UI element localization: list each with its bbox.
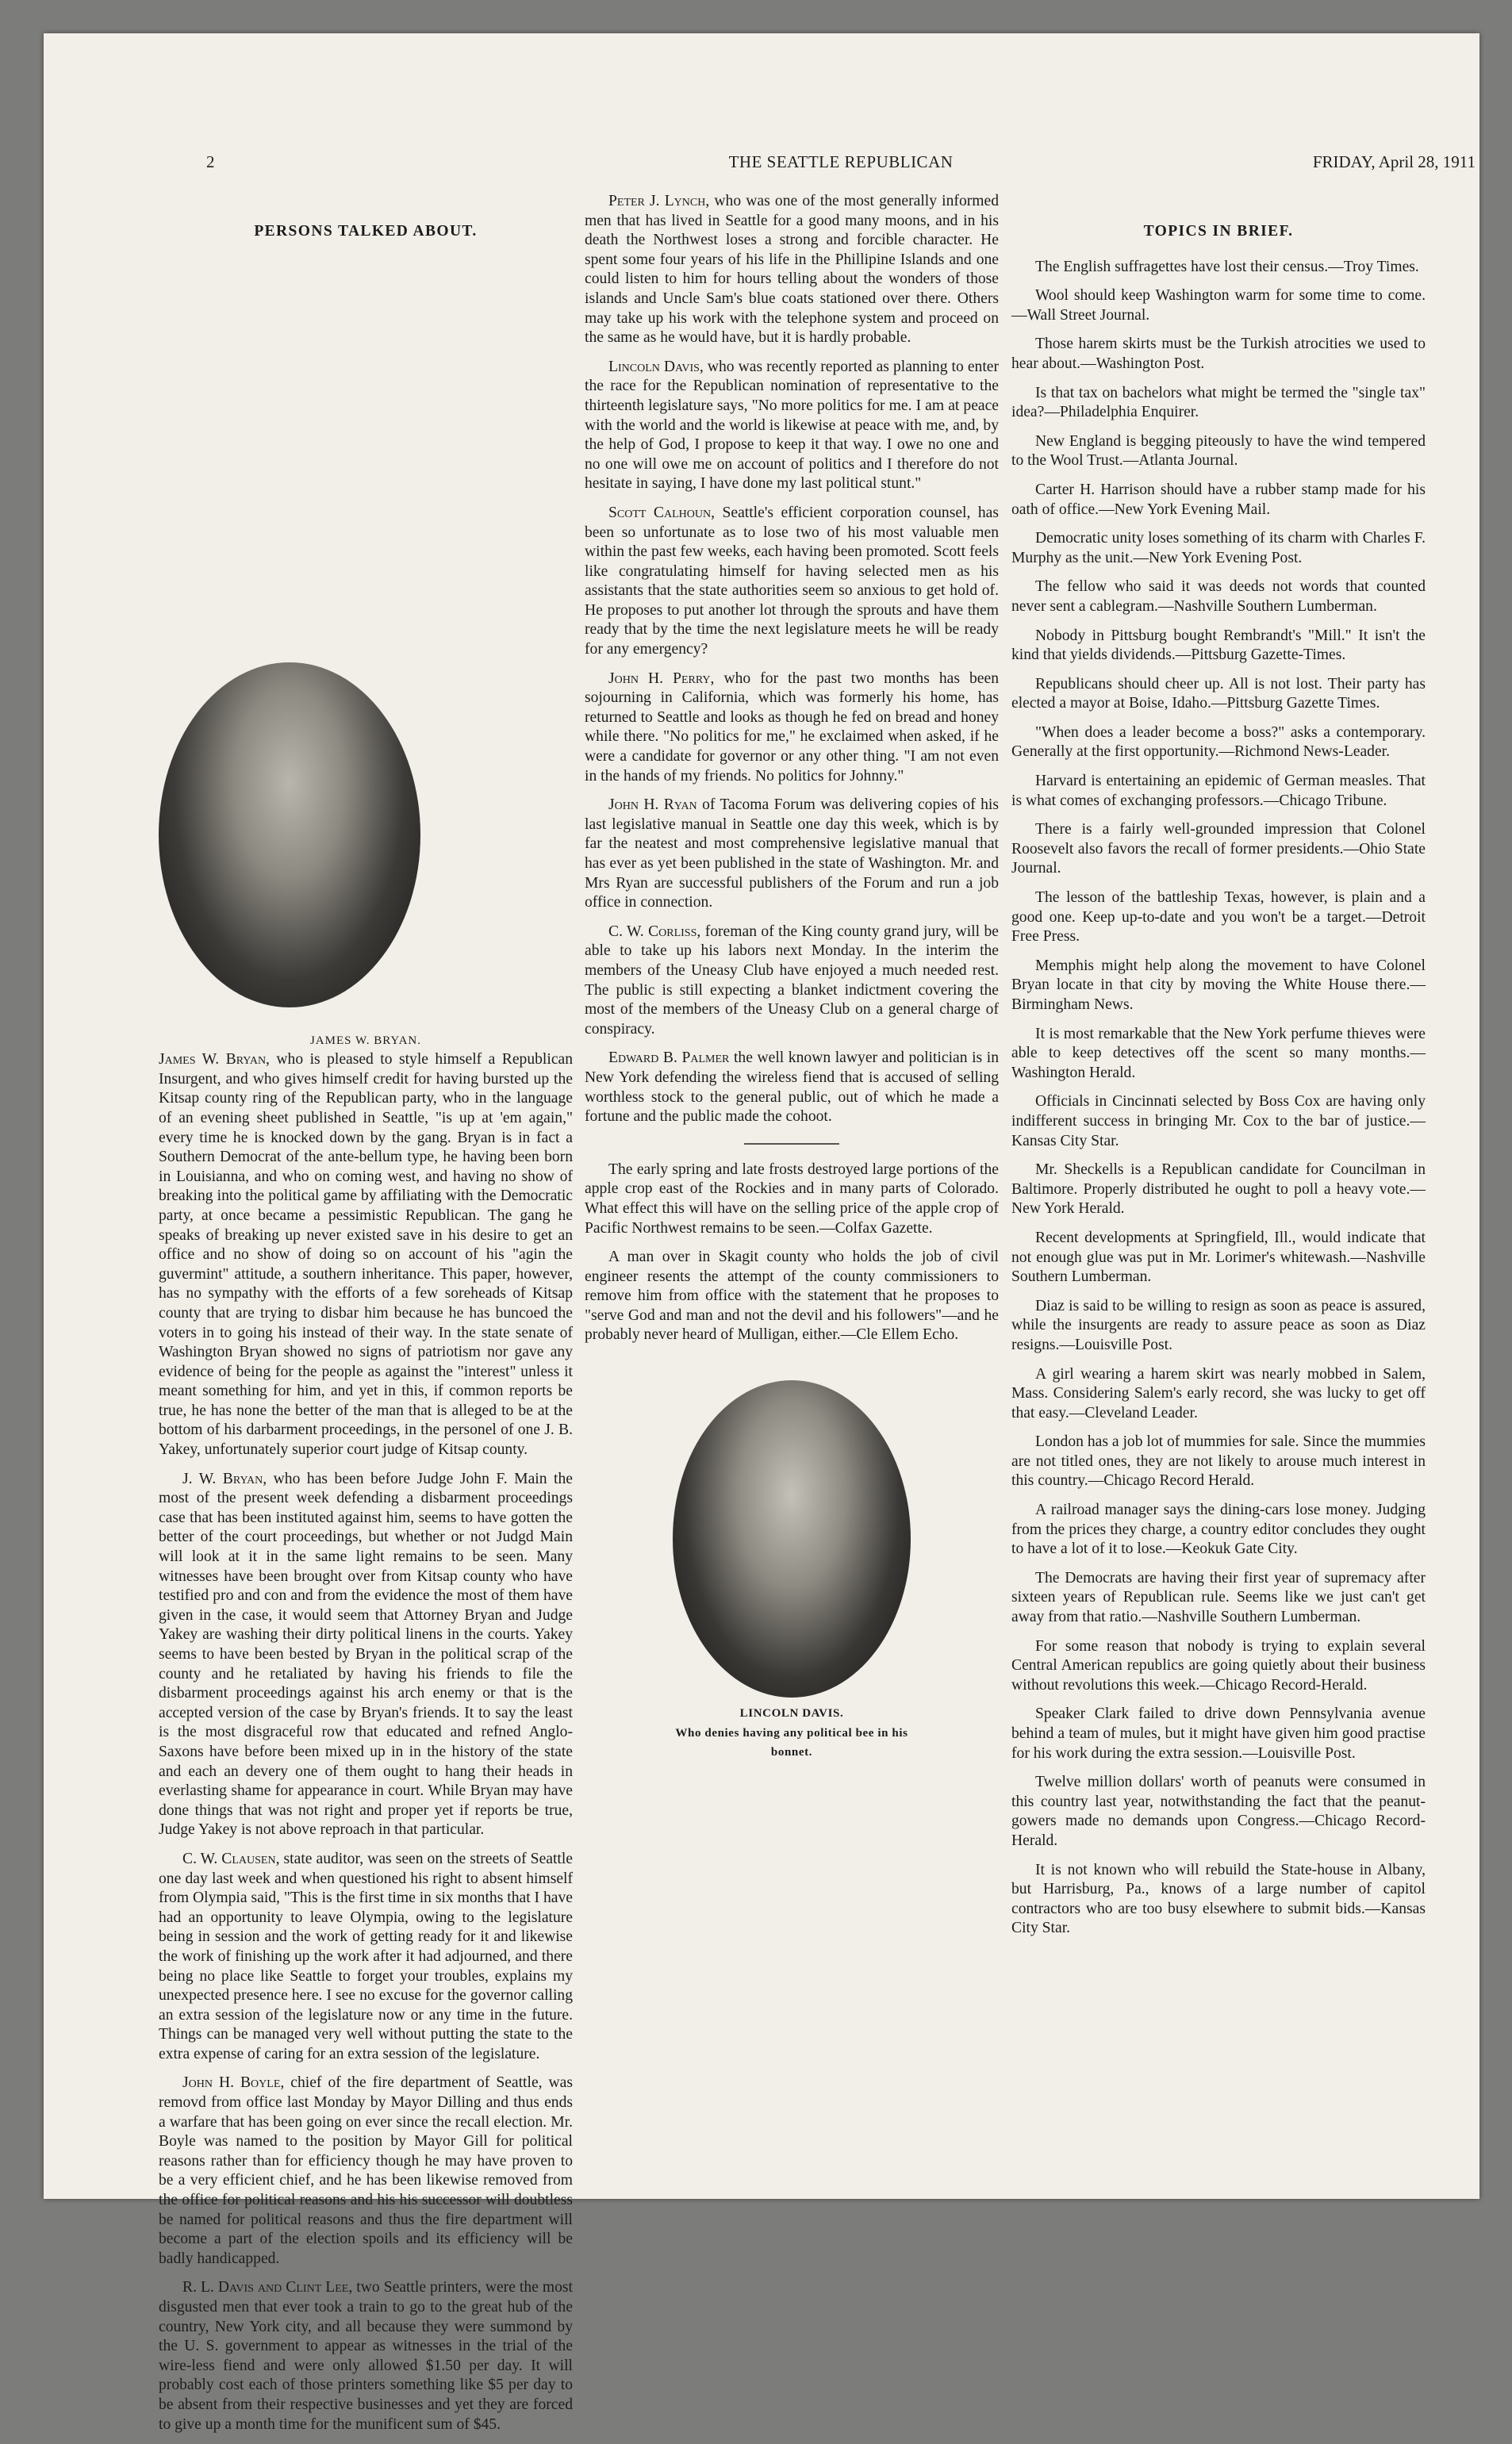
topic-item: A railroad manager says the dining-cars lose money. Judging from the prices they charge, a country editor concludes they ought to have a lot of it to lose.—Keokuk Gate City. bbox=[1011, 1502, 1426, 1558]
topic-item: The fellow who said it was deeds not words that counted never sent a cablegram.—Nashville Southern Lumberman. bbox=[1011, 578, 1426, 615]
topic-item: It is not known who will rebuild the State-house in Albany, but Harrisburg, Pa., knows of a large number of capitol contractors who are too busy elsewhere to submit bids.—Kansas City Star. bbox=[1011, 1861, 1426, 1937]
paragraph-corliss: C. W. Corliss, foreman of the King county grand jury, will be able to take up his labors next Monday. In the interim the members of the Uneasy Club have enjoyed a much needed rest. The public is still expecting a blanket indictment covering the most of the members of the Uneasy Club on a general charge of conspiracy. bbox=[585, 923, 999, 1038]
topic-item: Recent developments at Springfield, Ill., would indicate that not enough glue was put in Mr. Lorimer's whitewash.—Nashville Southern Lumberman. bbox=[1011, 1229, 1426, 1286]
section-heading-topics: TOPICS IN BRIEF. bbox=[1143, 223, 1294, 240]
topic-item: London has a job lot of mummies for sale. Since the mummies are not titled ones, they are not likely to arouse much interest in this country.—Chicago Record Herald. bbox=[1011, 1433, 1426, 1490]
paragraph-jw-bryan: J. W. Bryan, who has been before Judge John F. Main the most of the present week defending a disbarment proceedings case that has been instituted against him, seems to have gotten the better of the court proceedings, but whether or not Judgd Main will look at it in the same light remains to be seen. Many witnesses have been brought over from Kitsap county who have testified pro and con and from the evidence the most of them have given in the case, it would seem that Attorney Bryan and Judge Yakey are washing their dirty political linens in the courts. Yakey seems to have been bested by Bryan in the political scrap of the county and he retaliated by having his friends to file the disbarment proceedings against his arch enemy or that is the accepted version of the case by Bryan's friends. It to say the least is the most disgraceful row that educated and refned Anglo-Saxons have before been mixed up in in the history of the state and each an devery one of them ought to hang their heads in everlasting shame for appearance in court. While Bryan may have done things that was not right and proper yet if reports be true, Judge Yakey is not above reproach in that particular. bbox=[159, 1470, 573, 1839]
topic-item: The English suffragettes have lost their census.—Troy Times. bbox=[1035, 258, 1419, 275]
bryan-caption: JAMES W. BRYAN. bbox=[309, 1034, 422, 1047]
topic-item: Democratic unity loses something of its charm with Charles F. Murphy as the unit.—New York Evening Post. bbox=[1011, 530, 1426, 566]
section-heading-persons: PERSONS TALKED ABOUT. bbox=[254, 223, 478, 240]
paragraph-clausen: C. W. Clausen, state auditor, was seen on the streets of Seattle one day last week and when questioned his right to absent himself from Olympia said, "This is the first time in six months that I have had an opportunity to leave Olympia, owing to the legislature being in session and the work of getting ready for it and likewise the work of finishing up the work after it had adjourned, and there being no place like Seattle to forget your troubles, explains my unexpected presence here. I see no excuse for the governor calling an extra session of the legislature now or any time in the future. Things can be managed very well without putting the state to the extra expense of caring for an extra session of the legislature. bbox=[159, 1850, 573, 2062]
page-number: 2 bbox=[206, 152, 215, 171]
topic-item: Republicans should cheer up. All is not lost. Their party has elected a mayor at Boise, Idaho.—Pittsburg Gazette Times. bbox=[1011, 675, 1426, 712]
davis-portrait bbox=[673, 1380, 911, 1763]
paragraph-lincoln-davis: Lincoln Davis, who was recently reported as planning to enter the race for the Republican nomination of representative to the thirteenth legislature says, "No more politics for me. I am at peace with the world and the world is likewise at peace with me, and, by the help of God, I propose to keep it that way. I owe no one and no one will owe me on account of politics and I therefore do not hesitate in saying, I have done my last political stunt." bbox=[585, 358, 999, 493]
topic-item: Memphis might help along the movement to have Colonel Bryan locate in that city by moving the White House there.—Birmingham News. bbox=[1011, 957, 1426, 1013]
topic-item: The Democrats are having their first year of supremacy after sixteen years of Republican rule. Seems like we just can't get away from that ratio.—Nashville Southern Lumberman. bbox=[1011, 1569, 1426, 1626]
topic-item: Is that tax on bachelors what might be termed the "single tax" idea?—Philadelphia Enquirer. bbox=[1011, 384, 1426, 421]
paragraph-palmer: Edward B. Palmer the well known lawyer and politician is in New York defending the wireless fiend that is accused of selling worthless stock to the general public, out of which he made a fortune and the public made the cohoot. bbox=[585, 1049, 1000, 1126]
person-name: James W. Bryan, bbox=[159, 1051, 270, 1069]
paragraph-calhoun: Scott Calhoun, Seattle's efficient corporation counsel, has been so unfortunate as to lose two of his most valuable men within the past few weeks, each having been promoted. Scott feels like congratulating himself for having selected men as his assistants that the state authorities seem so anxious to get hold of. He proposes to put another lot through the sprouts and have them ready that by the time the next legislature meets he will be ready for any emergency? bbox=[585, 504, 999, 658]
newspaper-name: THE SEATTLE REPUBLICAN bbox=[728, 152, 954, 171]
topic-item: New England is begging piteously to have the wind tempered to the Wool Trust.—Atlanta Journal. bbox=[1011, 432, 1426, 470]
topic-item: "When does a leader become a boss?" asks a contemporary. Generally at the first opportunity.—Richmond News-Leader. bbox=[1011, 723, 1426, 761]
bryan-photo bbox=[159, 662, 420, 1007]
topic-item: There is a fairly well-grounded impression that Colonel Roosevelt also favors the recall of former presidents.—Ohio State Journal. bbox=[1011, 821, 1426, 877]
paragraph-boyle: John H. Boyle, chief of the fire department of Seattle, was removd from office last Monday by Mayor Dilling and thus ends a warfare that has been going on ever since the recall election. Mr. Boyle was named to the position by Mayor Gill for political reasons rather than for efficiency though he may have proven to be a very efficient chief, and he has been likewise removed from the office for political reasons and his his successor will doubtless be named for political reasons and thus the fire department will become a part of the election spoils and its efficiency will be badly handicapped. bbox=[159, 2074, 573, 2267]
topic-item: Speaker Clark failed to drive down Pennsylvania avenue behind a team of mules, but it might have given him good practise for his work during the extra session.—Louisville Post. bbox=[1011, 1705, 1426, 1762]
topics-list bbox=[1011, 258, 1426, 1939]
column-1: PERSONS TALKED ABOUT. JAMES W. BRYAN. James W. Bryan, who is pleased to style himself a Republican Insurgent, and who gives himself credit for having bursted up the Kitsap county ring of the Republican party, who in the language of an evening sheet published in Seattle, "is up at 'em again," every time he is knocked down by the gang. Bryan is in fact a Southern Democrat of the ante-bellum type, he having been born in Louisianna, and who on coming west, and having no show of breaking into the political game by affiliating with the Democratic party, at once became a pessimistic Republican. The gang he speaks of breaking up never existed save in his desire to get an office and no show of doing so on account of his "agin the guvermint" attitude, a southern inheritance. This paper, however, has no sympathy with the efforts of a few soreheads of Kitsap county that are trying to disbar him because he has buncoed the voters in to going his instead of their way. In the state senate of Washington Bryan showed no signs of patriotism nor gave any evidence of being for the people as against the "interest" unless it meant something for him, and yet in this, if common reports be true, he has none the better of the man that is alleged to be at the bottom of his darbarment proceedings, in the personel of one J. B. Yakey, unfortunately superior court judge of Kitsap county. J. W. Bryan, who has been before Judge John F. Main the most of the present week defending a disbarment proceedings case that has been instituted against him, seems to have gotten the better of the court proceedings, but whether or not Judgd Main will look at it in the same light remains to be seen. Many witnesses have been brought over from Kitsap county who have testified pro and con and from the evidence the most of them have given in the case, it would seem that Attorney Bryan and Judge Yakey are washing their dirty political linens in the courts. Yakey seems to have been bested by Bryan in the political scrap of the county and he retaliated by having his friends to file the disbarment proceedings against his arch enemy or that is the accepted version of the case by Bryan's friends. It to say the least is the most disgraceful row that educated and refned Anglo-Saxons have before been mixed up in in the history of the state and each an devery one of them ought to hang their heads in everlasting shame for appearance in court. While Bryan may have done things that was not right and proper yet if reports be true, Judge Yakey is not above reproach in that particular. C. W. Clausen, state auditor, was seen on the streets of Seattle one day last week and when questioned his right to absent himself from Olympia said, "This is the first time in six months that I have had an opportunity to leave Olympia, owing to the legislature being in session and the work of getting ready for it and likewise the work of finishing up the work after it had adjourned, and there being no place like Seattle to forget your troubles, explains my unexpected presence here. I see no excuse for the governor calling an extra session of the legislature now or any time in the future. Things can be managed very well without putting the state to the extra expense of caring for an extra session of the legislature. John H. Boyle, chief of the fire department of Seattle, was removd from office last Monday by Mayor Dilling and thus ends a warfare that has been going on ever since the recall election. Mr. Boyle was named to the position by Mayor Gill for political reasons rather than for efficiency though he may have proven to be a very efficient chief, and he has been likewise removed from the office for political reasons and his his successor will doubtless be named for political reasons and thus the fire department will become a part of the election spoils and its efficiency will be badly handicapped. R. L. Davis and Clint Lee, two Seattle printers, were the most disgusted men that ever took a train to go to the great hub of the country, New York city, and all because they were summond by the U. S. government to appear as witnesses in the trial of the wire-less fiend and were only allowed $1.50 per day. It will probably cost each of those printers something like $5 per day to be absent from their respective businesses and yet they are forced to give up a month time for the munificent sum of $45. bbox=[159, 192, 573, 2444]
topic-item: It is most remarkable that the New York perfume thieves were able to keep detectives off the scent so many months.—Washington Herald. bbox=[1011, 1025, 1426, 1081]
topic-item: For some reason that nobody is trying to explain several Central American republics are going quietly about their business without revolutions this week.—Chicago Record-Herald. bbox=[1011, 1637, 1426, 1694]
davis-photo bbox=[673, 1380, 911, 1698]
topic-item: Harvard is entertaining an epidemic of German measles. That is what comes of exchanging professors.—Chicago Tribune. bbox=[1011, 773, 1426, 809]
issue-date: FRIDAY, April 28, 1911 bbox=[1312, 152, 1476, 171]
paragraph-lynch: Peter J. Lynch, who was one of the most generally informed men that has lived in Seattle for a good many moons, and in his death the Northwest loses a strong and forcible character. He spent some four years of his life in the Phillipine Islands and one could listen to him for hours telling about the wonders of those islands and Uncle Sam's blue coats stationed over there. Others may take up his work with the telephone system and proceed on the same as he would have, but it is hardly probable. bbox=[585, 193, 999, 347]
paragraph-apple-crop: The early spring and late frosts destroyed large portions of the apple crop east of the Rockies and in many parts of Colorado. What effect this will have on the selling price of the apple crop of Pacific Northwest remains to be seen.—Colfax Gazette. bbox=[585, 1161, 999, 1237]
paragraph-perry: John H. Perry, who for the past two months has been sojourning in California, which was formerly his home, has returned to Seattle and looks as though he fed on bread and honey while there. "No politics for me," he exclaimed when asked, if he were a candidate for governor or any other thing. "I am not even in the hands of my friends. No politics for Johnny." bbox=[585, 670, 999, 785]
bryan-portrait bbox=[159, 261, 432, 658]
topic-item: The lesson of the battleship Texas, however, is plain and a good one. Keep up-to-date and you won't be a target.—Detroit Free Press. bbox=[1011, 889, 1426, 946]
paragraph-ryan: John H. Ryan of Tacoma Forum was delivering copies of his last legislative manual in Seattle one day this week, which is by far the neatest and most comprehensive legislative manual that has ever as yet been published in the state of Washington. Mr. and Mrs Ryan are successful publishers of the Forum and run a job office in connection. bbox=[585, 796, 1000, 911]
newspaper-page bbox=[44, 33, 1479, 2433]
topic-item: Mr. Sheckells is a Republican candidate for Councilman in Baltimore. Properly distributed he ought to poll a heavy vote.—New York Herald. bbox=[1011, 1161, 1426, 1218]
paragraph-davis-lee: R. L. Davis and Clint Lee, two Seattle printers, were the most disgusted men that ever took a train to go to the great hub of the country, New York city, and all because they were summond by the U. S. government to appear as witnesses in the trial of the wire-less fiend and were only allowed $1.50 per day. It will probably cost each of those printers something like $5 per day to be absent from their respective businesses and yet they are forced to give up a month time for the munificent sum of $45. bbox=[159, 2279, 573, 2433]
topic-item: Officials in Cincinnati selected by Boss Cox are having only indifferent success in bringing Mr. Cox to the bar of justice.—Kansas City Star. bbox=[1011, 1093, 1426, 1149]
topic-item: Twelve million dollars' worth of peanuts were consumed in this country last year, notwithstanding the fact that the peanut-gowers made no demands upon Congress.—Chicago Record-Herald. bbox=[1011, 1774, 1426, 1849]
page-header bbox=[206, 152, 1476, 184]
topic-item: Wool should keep Washington warm for some time to come.—Wall Street Journal. bbox=[1011, 287, 1426, 324]
davis-caption: LINCOLN DAVIS. Who denies having any political bee in his bonnet. bbox=[675, 1707, 908, 1759]
divider-rule bbox=[744, 1143, 839, 1145]
topic-item: Diaz is said to be willing to resign as soon as peace is assured, while the insurgents are ready to assure peace as soon as Diaz resigns.—Louisville Post. bbox=[1011, 1297, 1426, 1353]
topic-item: Nobody in Pittsburg bought Rembrandt's "Mill." It isn't the kind that yields dividends.—Pittsburg Gazette-Times. bbox=[1011, 627, 1426, 664]
column-2 bbox=[585, 192, 999, 1763]
topic-item: Those harem skirts must be the Turkish atrocities we used to hear about.—Washington Post. bbox=[1011, 336, 1426, 372]
paragraph-skagit: A man over in Skagit county who holds the job of civil engineer resents the attempt of the county commissioners to remove him from office with the statement that he proposes to "serve God and man and not the devil and his followers"—and he probably never heard of Mulligan, either.—Cle Ellem Echo. bbox=[585, 1249, 999, 1344]
topic-item: A girl wearing a harem skirt was nearly mobbed in Salem, Mass. Considering Salem's early record, she was lucky to get off that easy.—Cleveland Leader. bbox=[1011, 1365, 1426, 1422]
column-3 bbox=[1011, 192, 1426, 1948]
topic-item: Carter H. Harrison should have a rubber stamp made for his oath of office.—New York Evening Mail. bbox=[1011, 481, 1426, 518]
